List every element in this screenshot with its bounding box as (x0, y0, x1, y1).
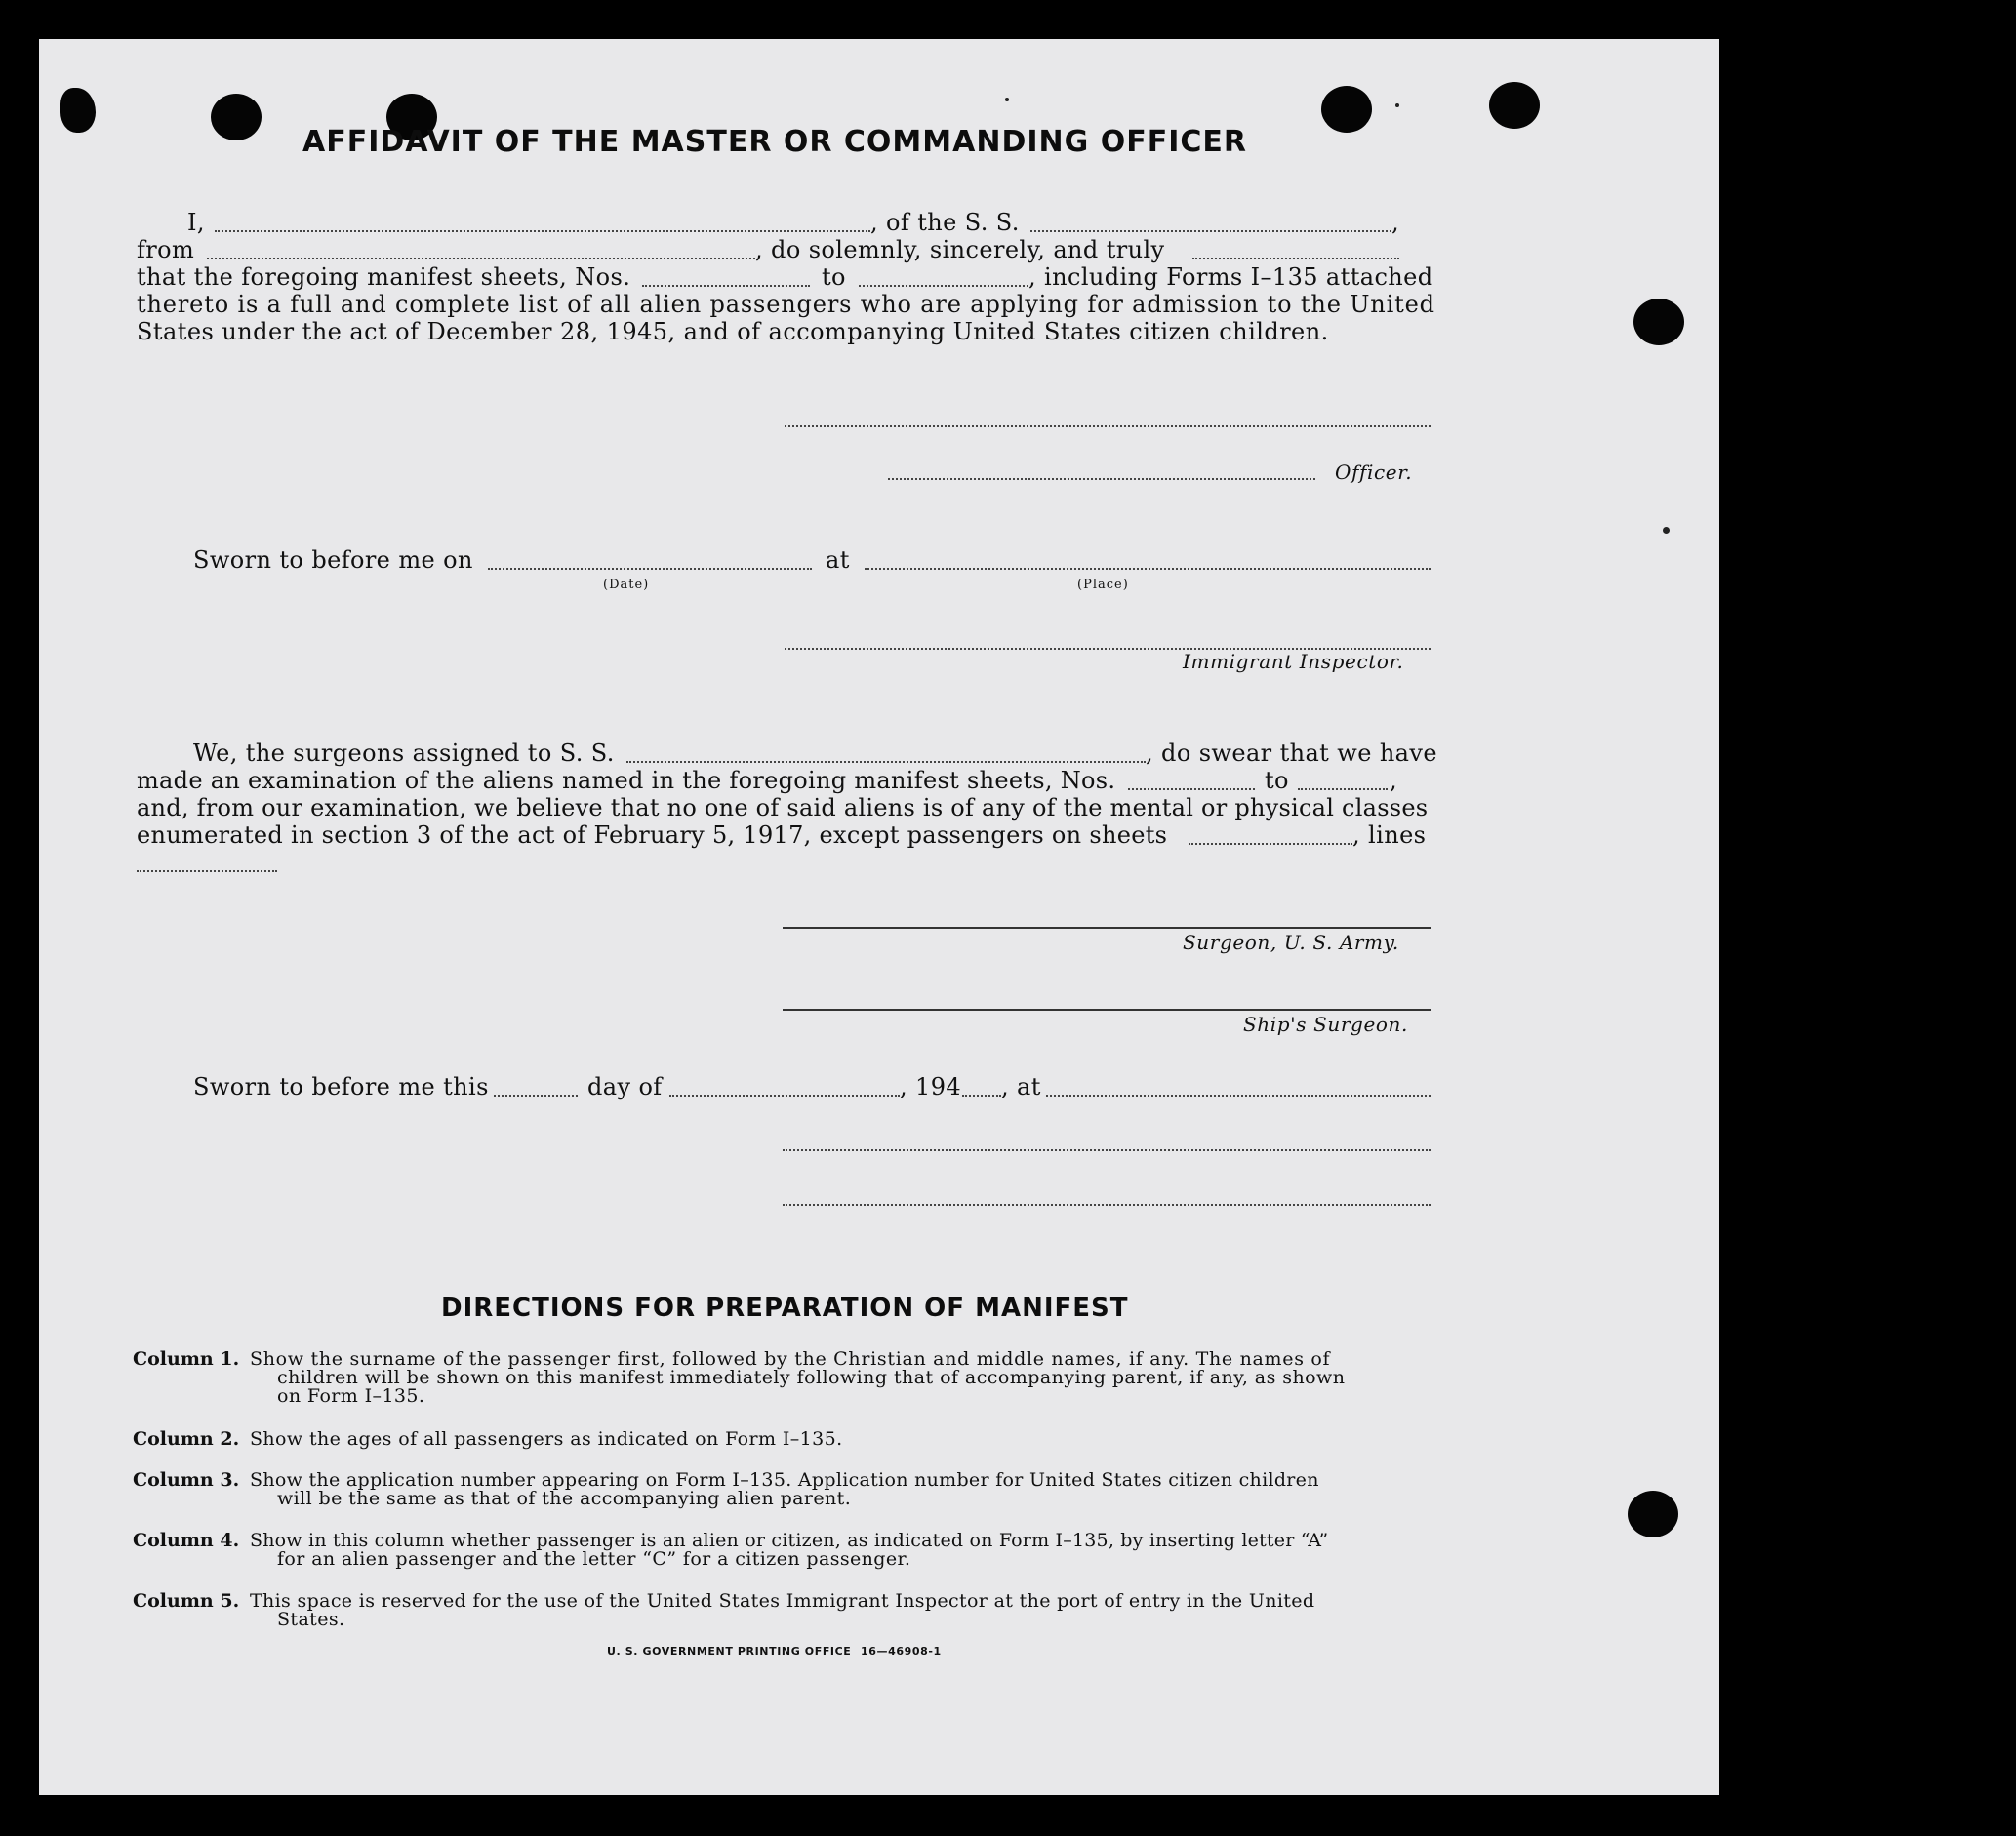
affidavit-of-ss: , of the S. S. (870, 209, 1020, 236)
signature-line-b[interactable] (783, 1204, 1431, 1206)
directions-title: DIRECTIONS FOR PREPARATION OF MANIFEST (441, 1294, 1129, 1323)
form-page (39, 39, 1719, 1795)
from-port-field[interactable] (207, 258, 755, 259)
army-surgeon-signature-line[interactable] (783, 927, 1431, 929)
sheet-to-field[interactable] (859, 285, 1028, 287)
officer-signature-line-1[interactable] (785, 425, 1431, 427)
speck (1395, 103, 1399, 107)
sworn2-prefix: Sworn to before me this (193, 1073, 489, 1100)
surgeons-line4a: enumerated in section 3 of the act of February 5, 1917, except passengers on sheets (137, 821, 1168, 849)
place-caption: (Place) (1077, 578, 1129, 592)
torn-corner-mark (60, 88, 96, 133)
column-3-line: will be the same as that of the accompanying alien parent. (277, 1488, 852, 1509)
officer-signature-line-2[interactable] (888, 478, 1315, 480)
sworn2-month-field[interactable] (669, 1095, 900, 1097)
column-1-line: children will be shown on this manifest immediately following that of accompanying parent, if any, as shown (277, 1367, 1346, 1388)
affidavit-title: AFFIDAVIT OF THE MASTER OR COMMANDING OFFICER (302, 125, 1247, 159)
sworn-place-field[interactable] (865, 568, 1431, 570)
punch-hole (1321, 86, 1372, 133)
sworn-date-field[interactable] (488, 568, 812, 570)
column-4-line: Show in this column whether passenger is an alien or citizen, as indicated on Form I–135, by inserting letter “A” (250, 1530, 1329, 1551)
surgeons-line4b: , lines (1352, 821, 1427, 849)
speck (1663, 527, 1670, 534)
affidavit-line5: States under the act of December 28, 1945, and of accompanying United States citizen children. (137, 318, 1329, 345)
affidavit-swear: , do solemnly, sincerely, and truly (755, 236, 1165, 263)
except-sheets-field[interactable] (1189, 843, 1352, 845)
column-4-line: for an alien passenger and the letter “C” for a citizen passenger. (277, 1548, 911, 1570)
except-lines-field[interactable] (137, 870, 277, 872)
sheet-from-field[interactable] (642, 285, 810, 287)
sworn2-day-field[interactable] (494, 1095, 578, 1097)
punch-hole (211, 94, 262, 140)
sworn2-year: , 194 (900, 1073, 962, 1100)
ship-surgeon-label: Ship's Surgeon. (1243, 1013, 1408, 1036)
surgeons-line3: and, from our examination, we believe that no one of said aliens is of any of the mental or physical classes (137, 794, 1429, 821)
ship-name-field[interactable] (1030, 230, 1391, 232)
column-3-line: Show the application number appearing on Form I–135. Application number for United States citizen children (250, 1469, 1319, 1491)
surgeons-sheet-from-field[interactable] (1128, 788, 1255, 790)
form-code: 16—46908-1 (861, 1645, 942, 1657)
column-2-text (250, 1430, 843, 1449)
affirmation-field[interactable] (1192, 258, 1399, 259)
column-2-label: Column 2. (133, 1428, 240, 1450)
column-1-line: Show the surname of the passenger first, followed by the Christian and middle names, if any. The names of (250, 1348, 1331, 1370)
column-5-label: Column 5. (133, 1590, 240, 1612)
surgeons-line1b: , do swear that we have (1146, 739, 1437, 767)
speck (1005, 98, 1009, 101)
column-3-label: Column 3. (133, 1469, 240, 1491)
punch-hole (1633, 299, 1684, 345)
affidavit-to: to (822, 263, 846, 291)
date-caption: (Date) (603, 578, 650, 592)
surgeons-comma: , (1390, 767, 1398, 794)
punch-hole (1628, 1491, 1678, 1537)
printer-imprint: U. S. GOVERNMENT PRINTING OFFICE (607, 1645, 852, 1657)
affidavit-from: from (137, 236, 195, 263)
affidavit-manifest-sheets: that the foregoing manifest sheets, Nos. (137, 263, 631, 291)
ship-surgeon-signature-line[interactable] (783, 1009, 1431, 1011)
sworn2-place-field[interactable] (1046, 1095, 1431, 1097)
inspector-label: Immigrant Inspector. (1183, 650, 1404, 673)
column-1-label: Column 1. (133, 1348, 240, 1370)
column-1-text (250, 1350, 1345, 1406)
column-1-line: on Form I–135. (277, 1385, 425, 1407)
affidavit-forms: , including Forms I–135 attached (1028, 263, 1433, 291)
sworn1-prefix: Sworn to before me on (193, 546, 473, 574)
column-4-label: Column 4. (133, 1530, 240, 1551)
surgeons-sheet-to-field[interactable] (1298, 788, 1388, 790)
affidavit-i: I, (187, 209, 205, 236)
sworn2-at: , at (1001, 1073, 1041, 1100)
column-2-line: Show the ages of all passengers as indicated on Form I–135. (250, 1428, 843, 1450)
column-5-line: States. (277, 1609, 345, 1630)
column-3-text (250, 1471, 1319, 1508)
sworn2-day-of: day of (587, 1073, 663, 1100)
punch-hole (1489, 82, 1540, 129)
column-5-line: This space is reserved for the use of the United States Immigrant Inspector at the port of entry in the United (250, 1590, 1315, 1612)
master-name-field[interactable] (215, 230, 870, 232)
column-5-text (250, 1592, 1314, 1629)
affidavit-comma: , (1391, 209, 1400, 236)
surgeons-line2a: made an examination of the aliens named in the foregoing manifest sheets, Nos. (137, 767, 1116, 794)
surgeons-to: to (1265, 767, 1289, 794)
signature-line-a[interactable] (783, 1149, 1431, 1151)
sworn2-year-field[interactable] (962, 1095, 1001, 1097)
officer-label: Officer. (1335, 460, 1413, 484)
sworn1-at: at (826, 546, 850, 574)
surgeons-line1a: We, the surgeons assigned to S. S. (193, 739, 615, 767)
army-surgeon-label: Surgeon, U. S. Army. (1183, 931, 1399, 954)
surgeons-ship-field[interactable] (626, 761, 1146, 763)
column-4-text (250, 1532, 1328, 1569)
affidavit-line4: thereto is a full and complete list of all alien passengers who are applying for admission to the United (137, 291, 1435, 318)
